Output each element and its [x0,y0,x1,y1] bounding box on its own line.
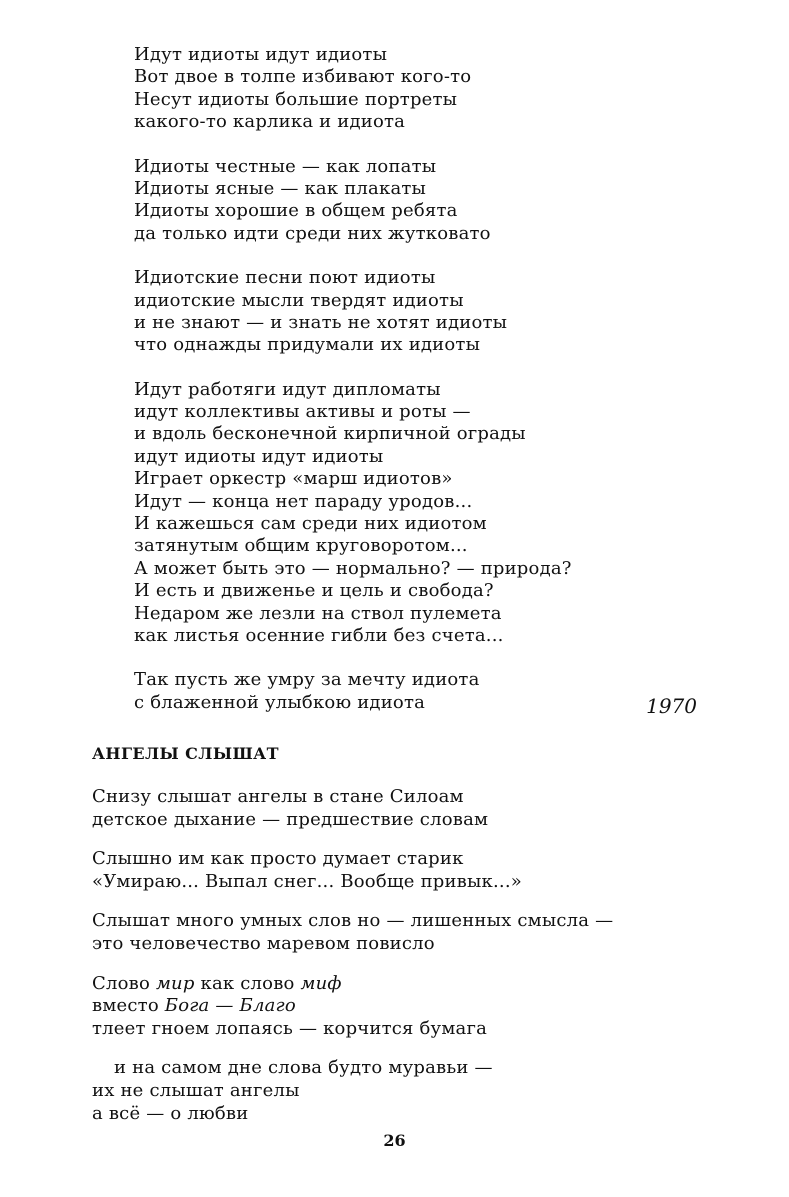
poem-line: идут коллективы активы и роты — [134,401,471,423]
poem-line: Слышат много умных слов но — лишенных смысла — [92,910,614,932]
italic-phrase: Бога — Благо [164,995,296,1017]
poem-line: Идут — конца нет параду уродов... [134,490,473,512]
poem-line: что однажды придумали их идиоты [134,334,481,356]
poem-line: их не слышат ангелы [92,1079,300,1101]
stanza-3 [92,910,712,955]
poem-line: и не знают — и знать не хотят идиоты [134,311,508,333]
stanza-2 [92,848,712,893]
stanza-2 [134,156,654,246]
poem-line: Несут идиоты большие портреты [134,88,458,110]
poem-line: с блаженной улыбкою идиота [134,691,426,713]
poem-line: какого-то карлика и идиота [134,111,406,133]
poem-line: Идиоты честные — как лопаты [134,155,437,177]
poem-line: как листья осенние гибли без счета... [134,624,504,646]
italic-word: мир [155,972,195,994]
line-text: Слово [92,972,156,994]
poem-title: АНГЕЛЫ СЛЫШАТ [92,744,279,763]
stanza-5 [92,1057,712,1125]
poem-line: да только идти среди них жутковато [134,222,491,244]
italic-word: миф [300,972,342,994]
poem-line: а всё — о любви [92,1102,249,1124]
poem-line: Идут работяги идут дипломаты [134,378,441,400]
poem-line: Недаром же лезли на ствол пулемета [134,602,502,624]
poem-line: идиотские мысли твердят идиоты [134,289,464,311]
poem-line: идут идиоты идут идиоты [134,445,384,467]
stanza-1 [92,786,712,831]
poem-line [92,995,712,1018]
poem-idioty [134,44,654,736]
line-text: как слово [194,972,301,994]
poem-line: И есть и движенье и цель и свобода? [134,580,494,602]
poem-line: И кажешься сам среди них идиотом [134,513,487,535]
poem-line: это человечество маревом повисло [92,932,435,954]
stanza-5 [134,669,654,714]
stanza-3 [134,267,654,357]
poem-line: Слышно им как просто думает старик [92,848,464,870]
line-text: вместо [92,995,165,1017]
poem-line: и вдоль бесконечной кирпичной ограды [134,423,526,445]
poem-line: Идиоты ясные — как плакаты [134,177,427,199]
poem-line: Идиотские песни поют идиоты [134,267,436,289]
poem-line: и на самом дне слова будто муравьи — [114,1057,493,1079]
page-number: 26 [383,1131,406,1150]
poem-line: Идут идиоты идут идиоты [134,44,388,65]
poem-angely-slyshat [92,786,712,1142]
poem-line: затянутым общим круговоротом... [134,535,468,557]
poem-line [92,973,712,996]
poem-line: А может быть это — нормально? — природа? [134,557,572,579]
poem-date: 1970 [646,694,697,718]
stanza-4 [134,379,654,648]
poem-line: Играет оркестр «марш идиотов» [134,468,453,490]
poem-line: детское дыхание — предшествие словам [92,808,489,830]
stanza-1 [134,44,654,134]
poem-line: «Умираю... Выпал снег... Вообще привык...» [92,870,522,892]
poem-line: тлеет гноем лопаясь — корчится бумага [92,1017,488,1039]
stanza-4 [92,973,712,1041]
poem-line: Вот двое в толпе избивают кого-то [134,66,472,88]
poem-line: Снизу слышат ангелы в стане Силоам [92,786,464,807]
poem-line: Так пусть же умру за мечту идиота [134,669,480,691]
poem-line: Идиоты хорошие в общем ребята [134,200,458,222]
